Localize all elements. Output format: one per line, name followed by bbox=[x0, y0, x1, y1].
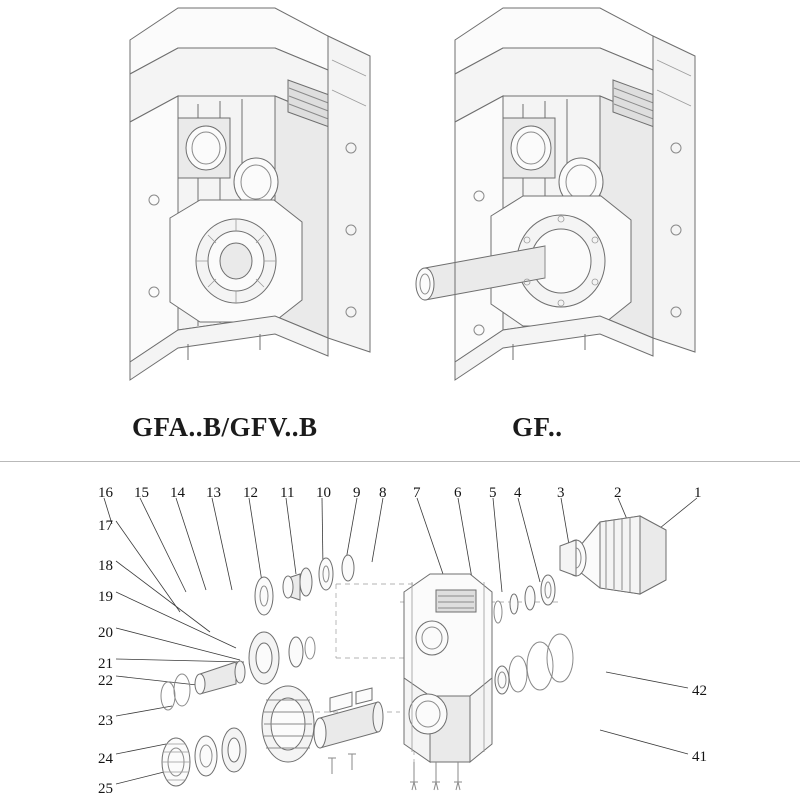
caption-gfab-gfvb: GFA..B/GFV..B bbox=[132, 412, 318, 442]
callout-15: 15 bbox=[134, 485, 149, 501]
callout-41: 41 bbox=[692, 749, 707, 765]
callout-23: 23 bbox=[98, 713, 113, 729]
callout-13: 13 bbox=[206, 485, 221, 501]
caption-gf: GF.. bbox=[512, 412, 563, 442]
callout-5: 5 bbox=[489, 485, 497, 501]
callout-1: 1 bbox=[694, 485, 702, 501]
callout-14: 14 bbox=[170, 485, 185, 501]
gearbox-drawing-right bbox=[395, 0, 725, 400]
exploded-view-section bbox=[0, 462, 800, 800]
callout-22: 22 bbox=[98, 673, 113, 689]
gearbox-drawing-left bbox=[70, 0, 400, 400]
callout-21: 21 bbox=[98, 656, 113, 672]
callout-42: 42 bbox=[692, 683, 707, 699]
callout-10: 10 bbox=[316, 485, 331, 501]
callout-4: 4 bbox=[514, 485, 522, 501]
callout-6: 6 bbox=[454, 485, 462, 501]
exploded-parts-illustration bbox=[0, 462, 800, 800]
callout-20: 20 bbox=[98, 625, 113, 641]
callout-3: 3 bbox=[557, 485, 565, 501]
callout-2: 2 bbox=[614, 485, 622, 501]
callout-7: 7 bbox=[413, 485, 421, 501]
callout-8: 8 bbox=[379, 485, 387, 501]
callout-17: 17 bbox=[98, 518, 113, 534]
callout-18: 18 bbox=[98, 558, 113, 574]
callout-25: 25 bbox=[98, 781, 113, 797]
callout-9: 9 bbox=[353, 485, 361, 501]
callout-16: 16 bbox=[98, 485, 113, 501]
callout-12: 12 bbox=[243, 485, 258, 501]
callout-19: 19 bbox=[98, 589, 113, 605]
callout-11: 11 bbox=[280, 485, 295, 501]
callout-24: 24 bbox=[98, 751, 113, 767]
